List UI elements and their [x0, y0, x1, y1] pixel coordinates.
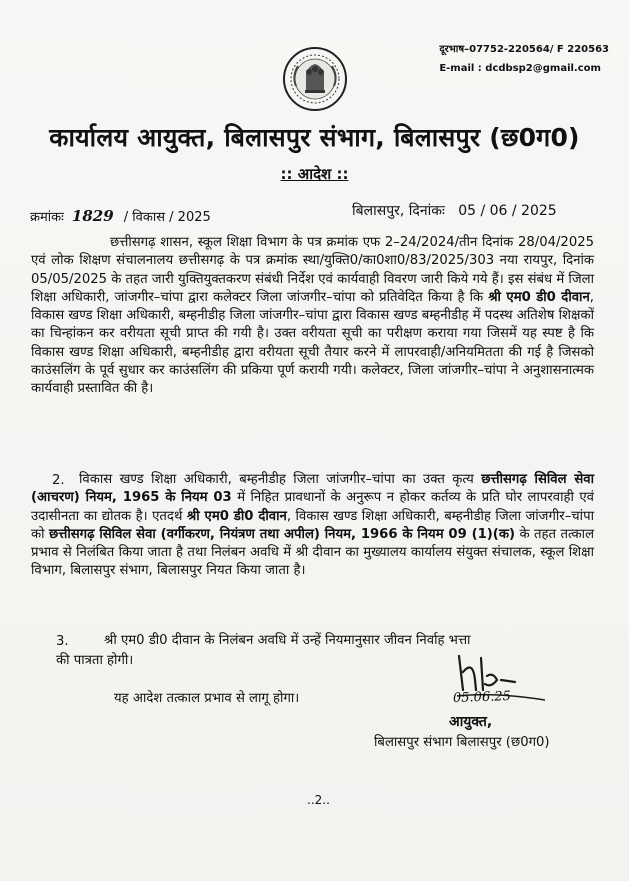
- effect-statement: यह आदेश तत्काल प्रभाव से लागू होगा।: [114, 691, 300, 706]
- office-title: कार्यालय आयुक्त, बिलासपुर संभाग, बिलासपुर (छ0ग0): [49, 123, 580, 152]
- signer-designation: आयुक्त,: [449, 714, 493, 730]
- issue-date: [352, 201, 557, 220]
- paragraph-1: छत्तीसगढ़ शासन, स्कूल शिक्षा विभाग के पत्र क्रमांक एफ 2–24/2024/तीन दिनांक 28/04/2025 एवं लोक शिक्षण संचालनालय छत्तीसगढ़ के पत्र क्रमांक स्था/युक्ति0/का0शा0/83/2025/303 नया रायपुर, दिनांक 05/05/2025 के तहत जारी युक्तियुक्तकरण संबंधी निर्देश एवं कार्यवाही विवरण जारी किये गये हैं। इस संबंध में जिला शिक्षा अधिकारी, जांजगीर–चांपा द्वारा कलेक्टर जिला जांजगीर–चांपा को प्रतिवेदित किया है कि श्री एम0 डी0 दीवान, विकास खण्ड शिक्षा अधिकारी, बम्हनीडीह जिला जांजगीर–चांपा द्वारा विकास खण्ड बम्हनीडीह में पदस्थ अतिशेष शिक्षकों का चिन्हांकन कर वरीयता सूची प्राप्त की गयी है। उक्त वरीयता सूची का परीक्षण कराया गया जिसमें यह स्पष्ट है कि विकास खण्ड शिक्षा अधिकारी, बम्हनीडीह द्वारा वरीयता सूची तैयार करने में लापरवाही/अनियमितता की गई है जिसको काउंसलिंग के पूर्व सुधार कर काउंसलिंग की प्रकिया पूर्ण करायी गयी। कलेक्टर, जिला जांजगीर–चांपा ने अनुशासनात्मक कार्यवाही प्रस्तावित की है।: [31, 235, 594, 397]
- contact-block: [439, 40, 609, 78]
- reference-number: [30, 207, 211, 225]
- paragraph-2-number: 2.: [52, 473, 65, 488]
- handwritten-number: 1829: [71, 207, 114, 225]
- signer-office: बिलासपुर संभाग बिलासपुर (छ0ग0): [374, 735, 550, 750]
- page-number: ..2..: [307, 793, 330, 807]
- phone-number: दूरभाष–07752-220564/ F 220563: [439, 44, 609, 55]
- order-heading: :: आदेश ::: [280, 165, 349, 183]
- date-label: बिलासपुर, दिनांकः: [352, 203, 445, 219]
- paragraph-2: विकास खण्ड शिक्षा अधिकारी, बम्हनीडीह जिला जांजगीर–चांपा का उक्त कृत्य छत्तीसगढ़ सिविल सेवा (आचरण) नियम, 1965 के नियम 03 में निहित प्रावधानों के अनुरूप न होकर कर्तव्य के प्रति घोर लापरवाही एवं उदासीनता का द्योतक है। एतदर्थ श्री एम0 डी0 दीवान, विकास खण्ड शिक्षा अधिकारी, बम्हनीडीह जिला जांजगीर–चांपा को छत्तीसगढ़ सिविल सेवा (वर्गीकरण, नियंत्रण तथा अपील) नियम, 1966 के नियम 09 (1)(क) के तहत तत्काल प्रभाव से निलंबित किया जाता है तथा निलंबन अवधि में श्री दीवान का मुख्यालय कार्यालय संयुक्त संचालक, स्कूल शिक्षा विभाग, बिलासपुर संभाग, बिलासपुर नियत किया जाता है।: [31, 472, 595, 579]
- signature-icon: [445, 650, 565, 720]
- paragraph-3-continued: की पात्रता होगी।: [56, 653, 134, 668]
- state-emblem-icon: [282, 46, 348, 112]
- reference-prefix: क्रमांकः: [30, 210, 64, 225]
- paragraph-3: श्री एम0 डी0 दीवान के निलंबन अवधि में उन्हें नियमानुसार जीवन निर्वाह भत्ता: [104, 633, 471, 648]
- date-value: 05 / 06 / 2025: [458, 203, 557, 219]
- email-address: E-mail : dcdbsp2@gmail.com: [439, 63, 601, 74]
- signature-date: 05.06.25: [452, 688, 512, 707]
- reference-suffix: / विकास / 2025: [123, 210, 211, 225]
- paragraph-3-number: 3.: [56, 634, 69, 649]
